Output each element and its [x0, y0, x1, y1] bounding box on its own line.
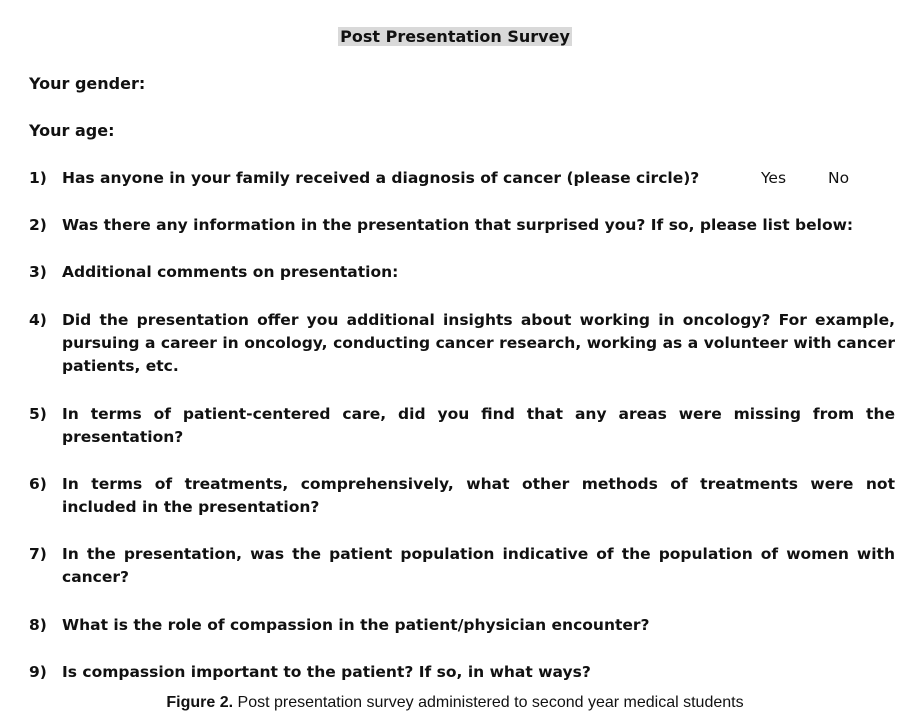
survey-title [0, 26, 910, 48]
question-9 [29, 661, 895, 684]
option-yes: Yes [761, 169, 787, 187]
question-8 [29, 614, 895, 637]
question-7 [29, 543, 895, 589]
question-number: 2) [29, 216, 47, 234]
question-text: In terms of patient-centered care, did you find that any areas were missing from the presentation? [62, 405, 895, 446]
question-number: 9) [29, 663, 47, 681]
question-text: Was there any information in the presentation that surprised you? If so, please list below: [62, 216, 854, 234]
question-number: 7) [29, 545, 47, 563]
question-number: 5) [29, 405, 47, 423]
age-field-label: Your age: [29, 121, 115, 140]
question-text: Is compassion important to the patient? If so, in what ways? [62, 663, 591, 681]
question-3 [29, 261, 895, 284]
figure-caption-label: Figure 2. [166, 694, 234, 711]
survey-title-text: Post Presentation Survey [340, 27, 570, 46]
question-text: In the presentation, was the patient population indicative of the population of women with cancer? [62, 545, 895, 586]
question-text: Has anyone in your family received a diagnosis of cancer (please circle)? [62, 169, 700, 187]
question-number: 3) [29, 263, 47, 281]
question-number: 1) [29, 169, 47, 187]
question-text: Did the presentation offer you additional insights about working in oncology? For example, pursuing a career in oncology, conducting cancer research, working as a volunteer with cancer patients, etc. [62, 311, 895, 375]
question-2 [29, 214, 895, 237]
question-number: 8) [29, 616, 47, 634]
question-6 [29, 473, 895, 519]
question-5 [29, 403, 895, 449]
question-number: 6) [29, 475, 47, 493]
option-no: No [828, 169, 850, 187]
question-4 [29, 309, 895, 378]
question-text: In terms of treatments, comprehensively, what other methods of treatments were not included in the presentation? [62, 475, 895, 516]
question-text: What is the role of compassion in the patient/physician encounter? [62, 616, 650, 634]
figure-caption [0, 693, 910, 713]
gender-field-label: Your gender: [29, 74, 146, 93]
figure-caption-text: Post presentation survey administered to second year medical students [233, 694, 744, 711]
question-text: Additional comments on presentation: [62, 263, 399, 281]
question-number: 4) [29, 311, 47, 329]
